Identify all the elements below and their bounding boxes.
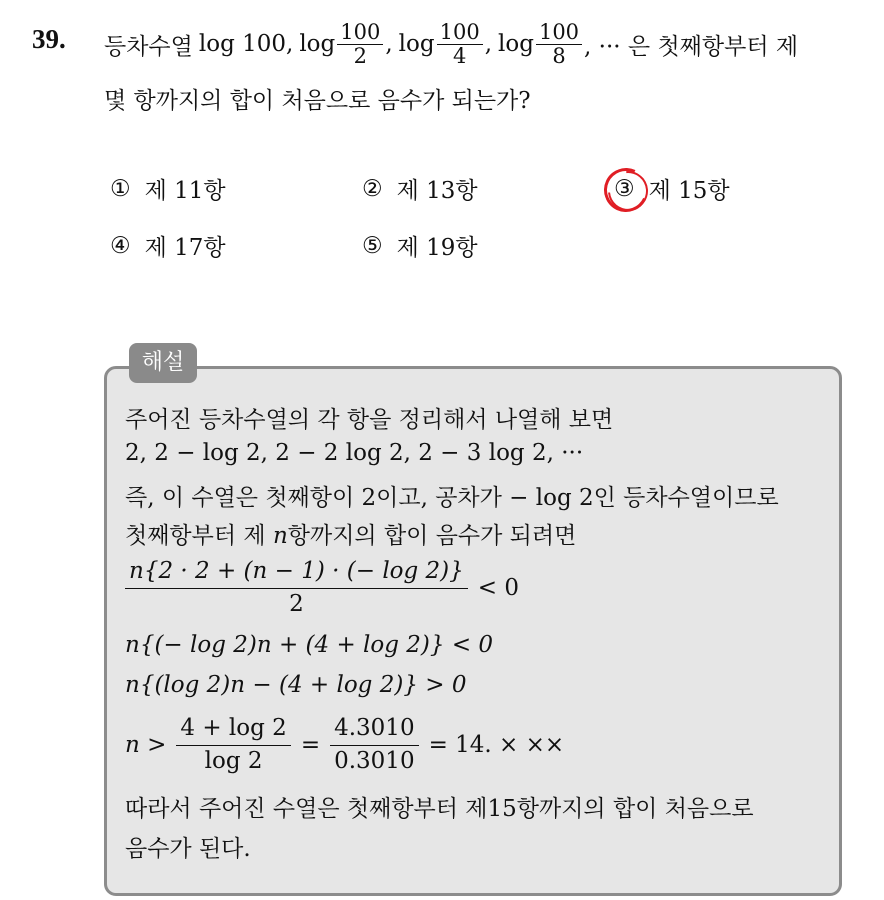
fraction-denominator: 0.3010 xyxy=(334,747,415,774)
term-3-fraction xyxy=(437,21,483,66)
frac-den: 4 xyxy=(452,43,467,68)
choice-text: 제 13항 xyxy=(396,178,478,204)
comma: , xyxy=(484,31,493,57)
term-3-log: log xyxy=(398,31,435,57)
inequality-lhs: n > xyxy=(125,732,167,759)
solution-line-1: 주어진 등차수열의 각 항을 정리해서 나열해 보면 xyxy=(125,407,614,433)
fraction-a xyxy=(176,715,290,775)
frac-den: 8 xyxy=(552,43,566,68)
choice-text: 제 15항 xyxy=(648,178,730,204)
choice-symbol: ⑤ xyxy=(362,232,383,259)
choice-text: 제 19항 xyxy=(396,235,478,261)
fraction-numerator: 4.3010 xyxy=(330,715,418,746)
term-2-fraction xyxy=(337,21,383,66)
solution-line-9: 따라서 주어진 수열은 첫째항부터 제15항까지의 합이 처음으로 xyxy=(125,796,754,822)
equals-sign: = xyxy=(300,732,321,759)
choice-1[interactable] xyxy=(110,172,226,205)
question-suffix: , ··· 은 첫째항부터 제 xyxy=(584,33,799,60)
question-number: 39. xyxy=(32,24,66,54)
text: 항까지의 합이 음수가 되려면 xyxy=(287,523,577,549)
solution-line-4 xyxy=(125,517,576,550)
choice-text: 제 17항 xyxy=(144,235,226,261)
question-prefix: 등차수열 xyxy=(104,33,193,60)
frac-num: 100 xyxy=(437,21,483,44)
choice-text: 제 11항 xyxy=(144,178,226,204)
choice-symbol-marked xyxy=(614,176,635,202)
comma: , xyxy=(385,31,393,57)
choice-3[interactable] xyxy=(614,172,730,205)
choice-symbol: ④ xyxy=(110,232,131,259)
frac-num: 100 xyxy=(337,21,383,44)
inequality-1 xyxy=(125,558,519,618)
term-1: log 100, xyxy=(198,31,294,57)
term-4-fraction xyxy=(536,21,582,66)
inequality-rhs: < 0 xyxy=(477,575,520,602)
question-line-2: 몇 항까지의 합이 처음으로 음수가 되는가? xyxy=(104,88,531,114)
choice-symbol: ③ xyxy=(614,175,635,202)
inequality-2: n{(− log 2)n + (4 + log 2)} < 0 xyxy=(125,632,494,658)
variable-n: n xyxy=(272,523,288,549)
choice-5[interactable] xyxy=(362,229,478,262)
answer-circle-mark-inner xyxy=(600,162,656,218)
frac-num: 100 xyxy=(536,21,582,44)
choice-symbol: ② xyxy=(362,175,383,202)
term-2-log: log xyxy=(299,31,336,57)
fraction-numerator: 4 + log 2 xyxy=(176,715,290,746)
solution-label: 해설 xyxy=(129,343,197,383)
frac-den: 2 xyxy=(353,43,367,68)
solution-line-10: 음수가 된다. xyxy=(125,836,251,862)
solution-sequence: 2, 2 − log 2, 2 − 2 log 2, 2 − 3 log 2, ··· xyxy=(125,440,584,466)
fraction-denominator: 2 xyxy=(289,590,304,617)
choice-symbol: ① xyxy=(110,175,131,202)
fraction-numerator: n{2 · 2 + (n − 1) · (− log 2)} xyxy=(125,558,468,589)
sum-fraction xyxy=(125,558,468,618)
inequality-4 xyxy=(125,715,564,775)
choice-2[interactable] xyxy=(362,172,478,205)
fraction-b xyxy=(330,715,418,775)
question-line-1 xyxy=(104,14,798,74)
solution-line-3: 즉, 이 수열은 첫째항이 2이고, 공차가 − log 2인 등차수열이므로 xyxy=(125,485,779,511)
inequality-3: n{(log 2)n − (4 + log 2)} > 0 xyxy=(125,672,467,698)
fraction-denominator: log 2 xyxy=(204,747,263,774)
result: = 14. × ×× xyxy=(428,732,565,759)
text: 첫째항부터 제 xyxy=(125,523,273,549)
choice-4[interactable] xyxy=(110,229,226,262)
term-4-log: log xyxy=(498,31,534,57)
